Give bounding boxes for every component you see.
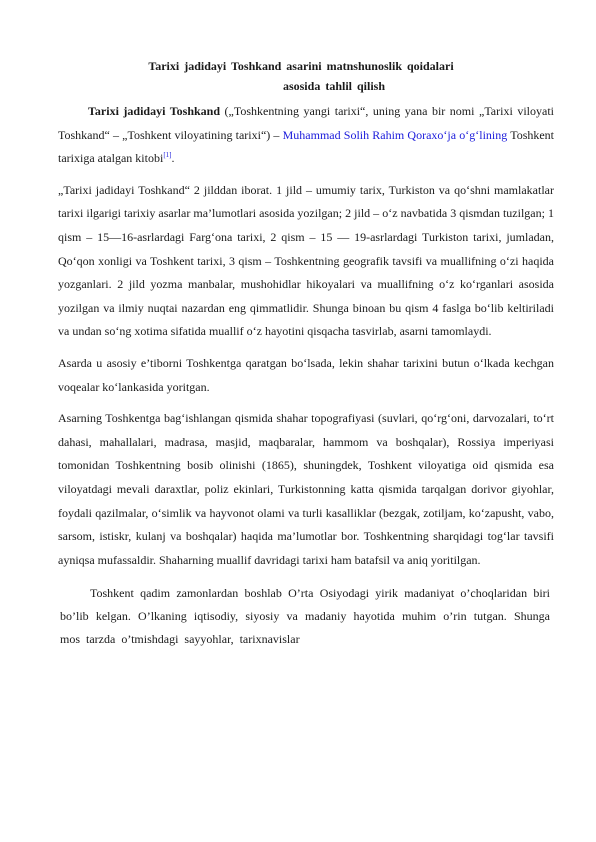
document-title xyxy=(58,56,554,96)
paragraph-structure: „Tarixi jadidayi Toshkand“ 2 jilddan iborat. 1 jild – umumiy tarix, Turkiston va qo‘shni mamlakatlar tarixi ilgarigi tarixiy asarlar ma’lumotlari asosida yozilgan; 2 jild – o‘z navbatida 3 qismdan tuzilgan; 1 qism – 15—16-asrlardagi Farg‘ona tarixi, 2 qism – 15 — 19-asrlardagi Turkiston tarixi, jumladan, Qo‘qon xonligi va Toshkent tarixi, 3 qism – Toshkentning geografik tavsifi va muallifning o‘zi haqida yozganlari. 2 jild yozma manbalar, mushohidlar hikoyalari va muallifning o‘z ko‘rganlari asosida yozilgan va ilmiy nuqtai nazardan eng qimmatlidir. Shunga binoan bu qism 4 faslga bo‘lib keltiriladi va undan so‘ng xotima sifatida muallif o‘z hayotini qisqacha tasvirlab, asarni tamomlaydi. xyxy=(58,182,554,339)
paragraph-focus: Asarda u asosiy e’tiborni Toshkentga qaratgan bo‘lsada, lekin shahar tarixini butun o‘lkada kechgan voqealar ko‘lankasida yoritgan. xyxy=(58,355,554,394)
paragraph-intro xyxy=(58,100,554,171)
footnote-ref[interactable]: [1] xyxy=(163,151,172,160)
title-line-1: Tarixi jadidayi Toshkand asarini matnshunoslik qoidalari xyxy=(148,59,454,73)
intro-text-2: Toshkent tarixiga atalgan kitobi xyxy=(58,127,555,166)
document-page xyxy=(58,56,554,651)
paragraph-history: Toshkent qadim zamonlardan boshlab O’rta Osiyodagi yirik madaniyat o’choqlaridan biri bo’lib kelgan. O’lkaning iqtisodiy, siyosiy va madaniy hayotida muhim o’rin tutgan. Shunga mos tarzda o’tmishdagi sayyohlar, tarixnavislar xyxy=(60,586,550,647)
intro-end: . xyxy=(171,151,175,166)
paragraph-topography: Asarning Toshkentga bag‘ishlangan qismida shahar topografiyasi (suvlari, qo‘rg‘oni, darvozalari, to‘rt dahasi, mahallalari, madrasa, masjid, maqbaralar, hammom va boshqalar), Rossiya imperiyasi tomonidan Toshkentning bosib olinishi (1865), shuningdek, Toshkent viloyatiga oid qismida esa viloyatdagi mevali daraxtlar, poliz ekinlari, Turkistonning katta qismida tarqalgan dorivor giyohlar, foydali qazilmalar, o‘simlik va hayvonot olami va turli kasalliklar (bezgak, zotiljam, ko‘zapusht, vabo, sarsom, istiskr, kulanj va boshqalar) haqida ma’lumotlar bor. Toshkentning sharqidagi tog‘lar tavsifi ayniqsa mufassaldir. Shaharning muallif davridagi tarixi ham batafsil va aniq yoritilgan. xyxy=(58,411,554,567)
intro-text-1: („Toshkentning yangi tarixi“, uning yana bir nomi „Tarixi viloyati Toshkand“ – „Toshkent viloyatining tarixi“) – xyxy=(58,104,554,142)
book-title-bold: Tarixi jadidayi Toshkand xyxy=(88,104,221,118)
title-line-2: asosida tahlil qilish xyxy=(282,79,386,93)
author-link[interactable]: Muhammad Solih Rahim Qoraxo‘ja o‘g‘lining xyxy=(282,127,508,142)
